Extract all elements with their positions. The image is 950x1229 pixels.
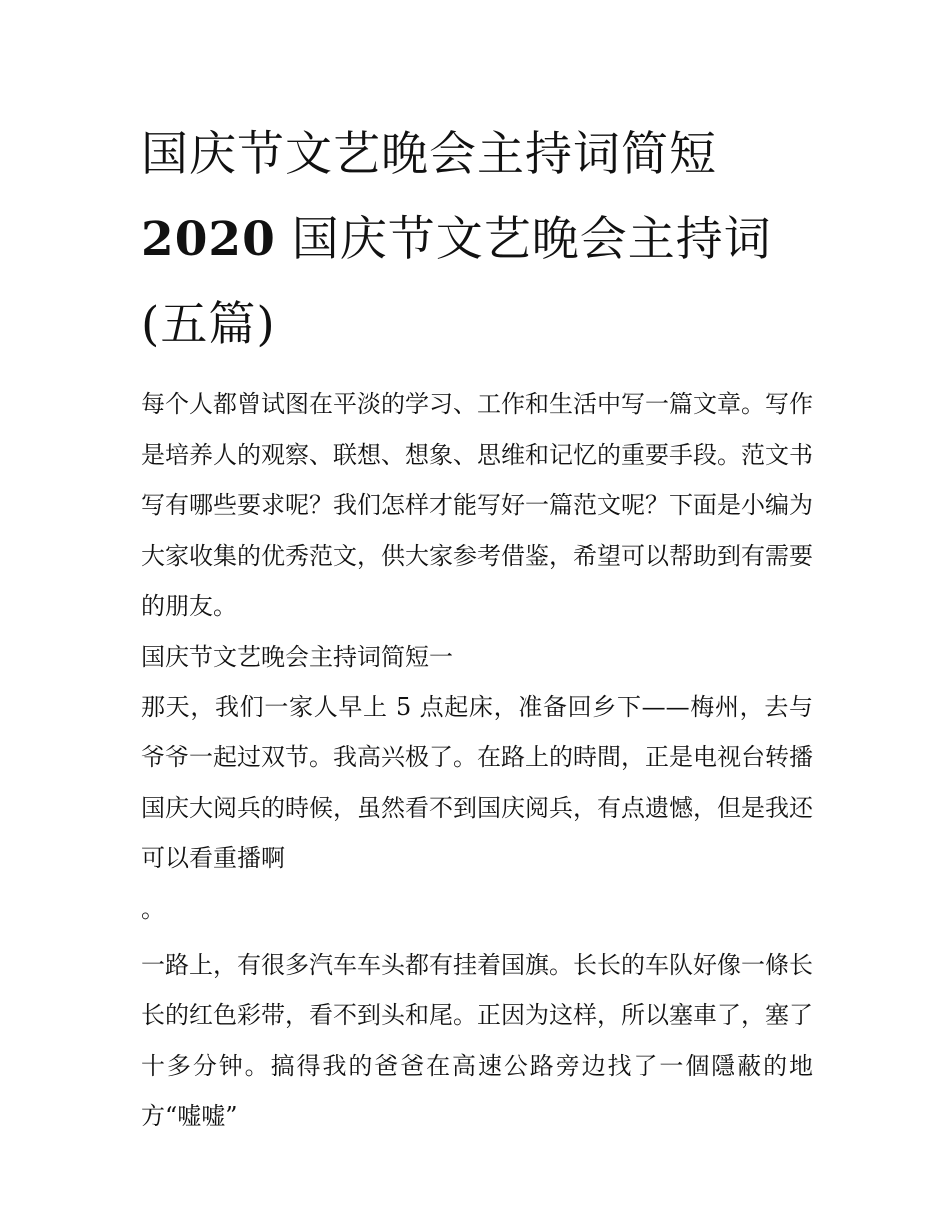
intro-paragraph: 每个人都曾试图在平淡的学习、工作和生活中写一篇文章。写作是培养人的观察、联想、想象、思维和记忆的重要手段。范文书写有哪些要求呢？我们怎样才能写好一篇范文呢？下面是小编为大家收集的优秀范文，供大家参考借鉴，希望可以帮助到有需要的朋友。 xyxy=(141,390,813,620)
body-paragraph-2: 一路上，有很多汽车车头都有挂着国旗。长长的车队好像一條长长的红色彩带，看不到头和尾。正因为这样，所以塞車了，塞了十多分钟。搞得我的爸爸在高速公路旁边找了一個隱蔽的地方“嘘嘘” xyxy=(141,950,813,1130)
document-content xyxy=(141,112,813,1142)
document-title xyxy=(141,112,813,367)
title-year: 2020 xyxy=(141,212,276,267)
body-paragraph-1-end: 。 xyxy=(141,894,165,923)
title-line-3: (五篇) xyxy=(141,297,276,352)
title-line-1: 国庆节文艺晚会主持词简短 xyxy=(141,127,717,182)
body-paragraph-1: 那天，我们一家人早上 5 点起床，准备回乡下——梅州，去与爷爷一起过双节。我高兴极了。在路上的時間，正是电视台转播国庆大阅兵的時候，虽然看不到国庆阅兵，有点遗憾，但是我还可以看重播啊 xyxy=(141,692,813,872)
section-heading: 国庆节文艺晚会主持词简短一 xyxy=(141,642,453,671)
title-line-2: 国庆节文艺晚会主持词 xyxy=(275,212,772,267)
